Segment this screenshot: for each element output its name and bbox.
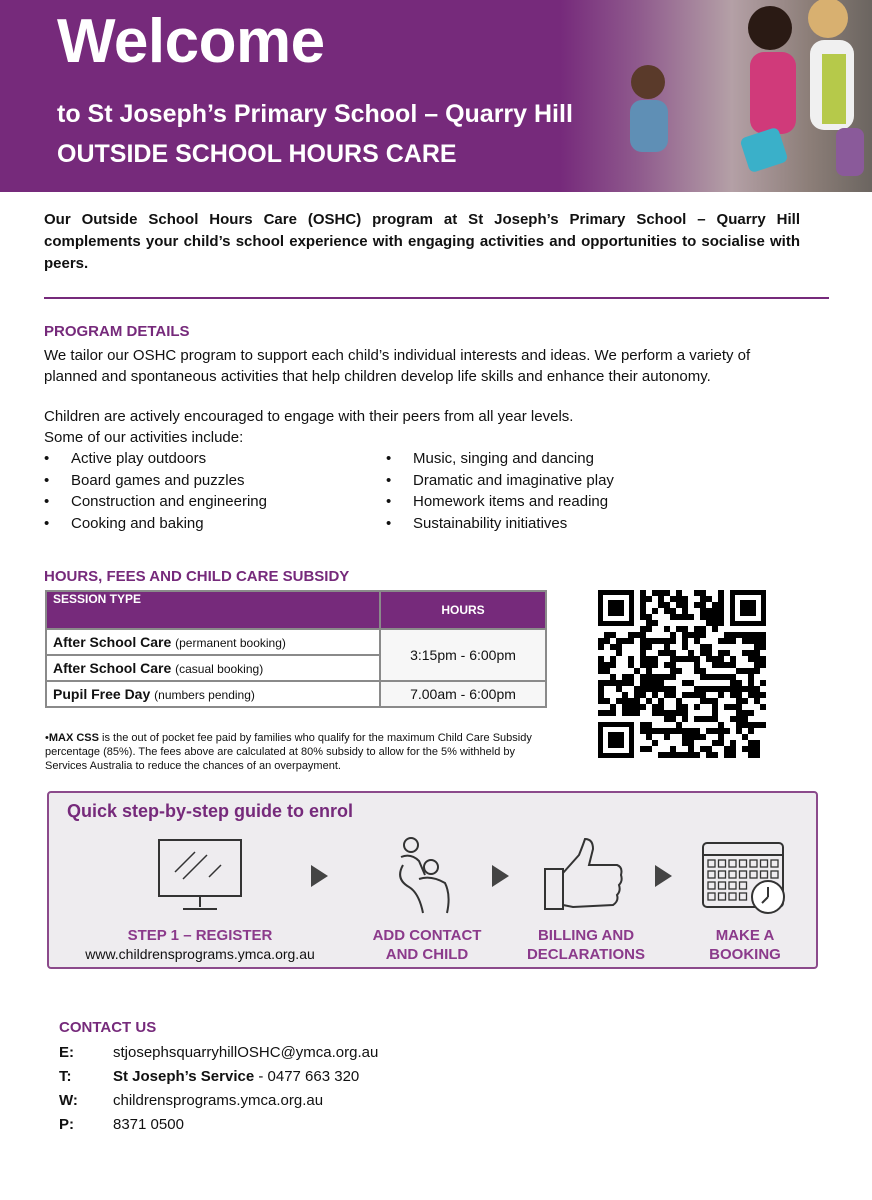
email-link[interactable]: stjosephsquarryhillOSHC@ymca.org.au <box>113 1044 379 1061</box>
list-item: • Active play outdoors <box>44 448 267 470</box>
step1-label: STEP 1 – REGISTER <box>127 927 273 944</box>
children-running-illustration <box>560 0 872 192</box>
list-item: • Construction and engineering <box>44 491 267 513</box>
phone-service-name: St Joseph’s Service <box>113 1068 255 1085</box>
hours-cell: 7.00am - 6:00pm <box>380 681 546 707</box>
step-arrow-icon <box>655 865 672 887</box>
session-cell <box>46 681 380 707</box>
session-note: (permanent booking) <box>175 636 286 650</box>
table-row <box>46 681 546 707</box>
list-item: • Dramatic and imaginative play <box>386 470 614 492</box>
phone-key: T: <box>59 1068 72 1085</box>
max-css-footnote: •MAX CSS is the out of pocket fee paid by families who qualify for the maximum Child Care Subsidy percentage (85%). The fees above are calculated at 80% subsidy to allow for the 5% withheld by Services Australia to reduce the chances of an overpayment. <box>45 732 532 772</box>
p-key: P: <box>59 1116 74 1133</box>
footnote-term: MAX CSS <box>48 732 99 744</box>
email-key: E: <box>59 1044 74 1061</box>
session-cell <box>46 629 380 655</box>
session-name: After School Care <box>53 660 172 676</box>
enrol-guide-title: Quick step-by-step guide to enrol <box>67 801 354 821</box>
step3-label-line2: DECLARATIONS <box>526 946 646 963</box>
monitor-icon <box>155 837 245 915</box>
activities-list-left <box>44 448 267 534</box>
table-row <box>46 629 546 655</box>
phone-number: - 0477 663 320 <box>254 1068 360 1085</box>
list-item: • Board games and puzzles <box>44 470 267 492</box>
parent-child-icon <box>389 835 459 917</box>
session-cell <box>46 655 380 681</box>
phone-value[interactable] <box>113 1068 359 1085</box>
welcome-banner <box>0 0 872 192</box>
step-arrow-icon <box>311 865 328 887</box>
step2-label <box>355 926 499 964</box>
session-type-header: SESSION TYPE <box>46 591 380 629</box>
fees-heading: HOURS, FEES AND CHILD CARE SUBSIDY <box>44 568 350 585</box>
session-name: Pupil Free Day <box>53 686 151 702</box>
list-item: • Homework items and reading <box>386 491 614 513</box>
session-name: After School Care <box>53 634 172 650</box>
children-photo <box>560 0 872 192</box>
section-divider <box>44 297 829 299</box>
web-key: W: <box>59 1092 78 1109</box>
website-link[interactable]: childrensprograms.ymca.org.au <box>113 1092 324 1109</box>
p-value: 8371 0500 <box>113 1116 184 1133</box>
step4-label-line1: MAKE A <box>715 927 775 944</box>
register-url-link[interactable]: www.childrensprograms.ymca.org.au <box>85 946 315 962</box>
session-note: (casual booking) <box>175 662 264 676</box>
step2-label-line1: ADD CONTACT <box>372 927 482 944</box>
list-item: • Music, singing and dancing <box>386 448 614 470</box>
activities-intro-line2: Some of our activities include: <box>44 429 244 446</box>
step2-label-line2: AND CHILD <box>385 946 469 963</box>
step3-label-line1: BILLING AND <box>537 927 635 944</box>
session-note: (numbers pending) <box>154 688 255 702</box>
step4-label-line2: BOOKING <box>709 946 781 963</box>
activities-intro-line1: Children are actively encouraged to engage with their peers from all year levels. <box>44 408 574 425</box>
step-arrow-icon <box>492 865 509 887</box>
hours-cell: 3:15pm - 6:00pm <box>380 629 546 681</box>
list-item: • Cooking and baking <box>44 513 267 535</box>
step4-label <box>685 926 805 964</box>
fees-table <box>45 590 547 708</box>
program-paragraph: We tailor our OSHC program to support each child’s individual interests and ideas. We perform a variety of planned and spontaneous activities that help children develop life skills and enhance their autonomy. <box>44 347 751 385</box>
banner-title: Welcome <box>57 7 325 76</box>
table-header-row <box>46 591 546 629</box>
activities-list-right <box>386 448 614 534</box>
thumbs-up-icon <box>543 835 629 915</box>
contact-heading: CONTACT US <box>59 1019 157 1036</box>
hours-header: HOURS <box>380 591 546 629</box>
program-name: OUTSIDE SCHOOL HOURS CARE <box>57 140 457 168</box>
enrol-guide-panel <box>47 791 818 969</box>
step3-label <box>511 926 661 964</box>
qr-code[interactable] <box>598 590 766 758</box>
school-name: to St Joseph’s Primary School – Quarry Hill <box>57 100 573 128</box>
program-details-heading: PROGRAM DETAILS <box>44 323 190 340</box>
intro-paragraph: Our Outside School Hours Care (OSHC) program at St Joseph’s Primary School – Quarry Hill complements your child’s school experience with engaging activities and opportunities to socialise with peers. <box>44 211 800 272</box>
calendar-clock-icon <box>700 837 790 917</box>
list-item: • Sustainability initiatives <box>386 513 614 535</box>
footnote-text: is the out of pocket fee paid by families who qualify for the maximum Child Care Subsidy percentage (85%). The fees above are calculated at 80% subsidy to allow for the 5% withheld by Services Australia to reduce the chances of an overpayment. <box>45 732 532 772</box>
